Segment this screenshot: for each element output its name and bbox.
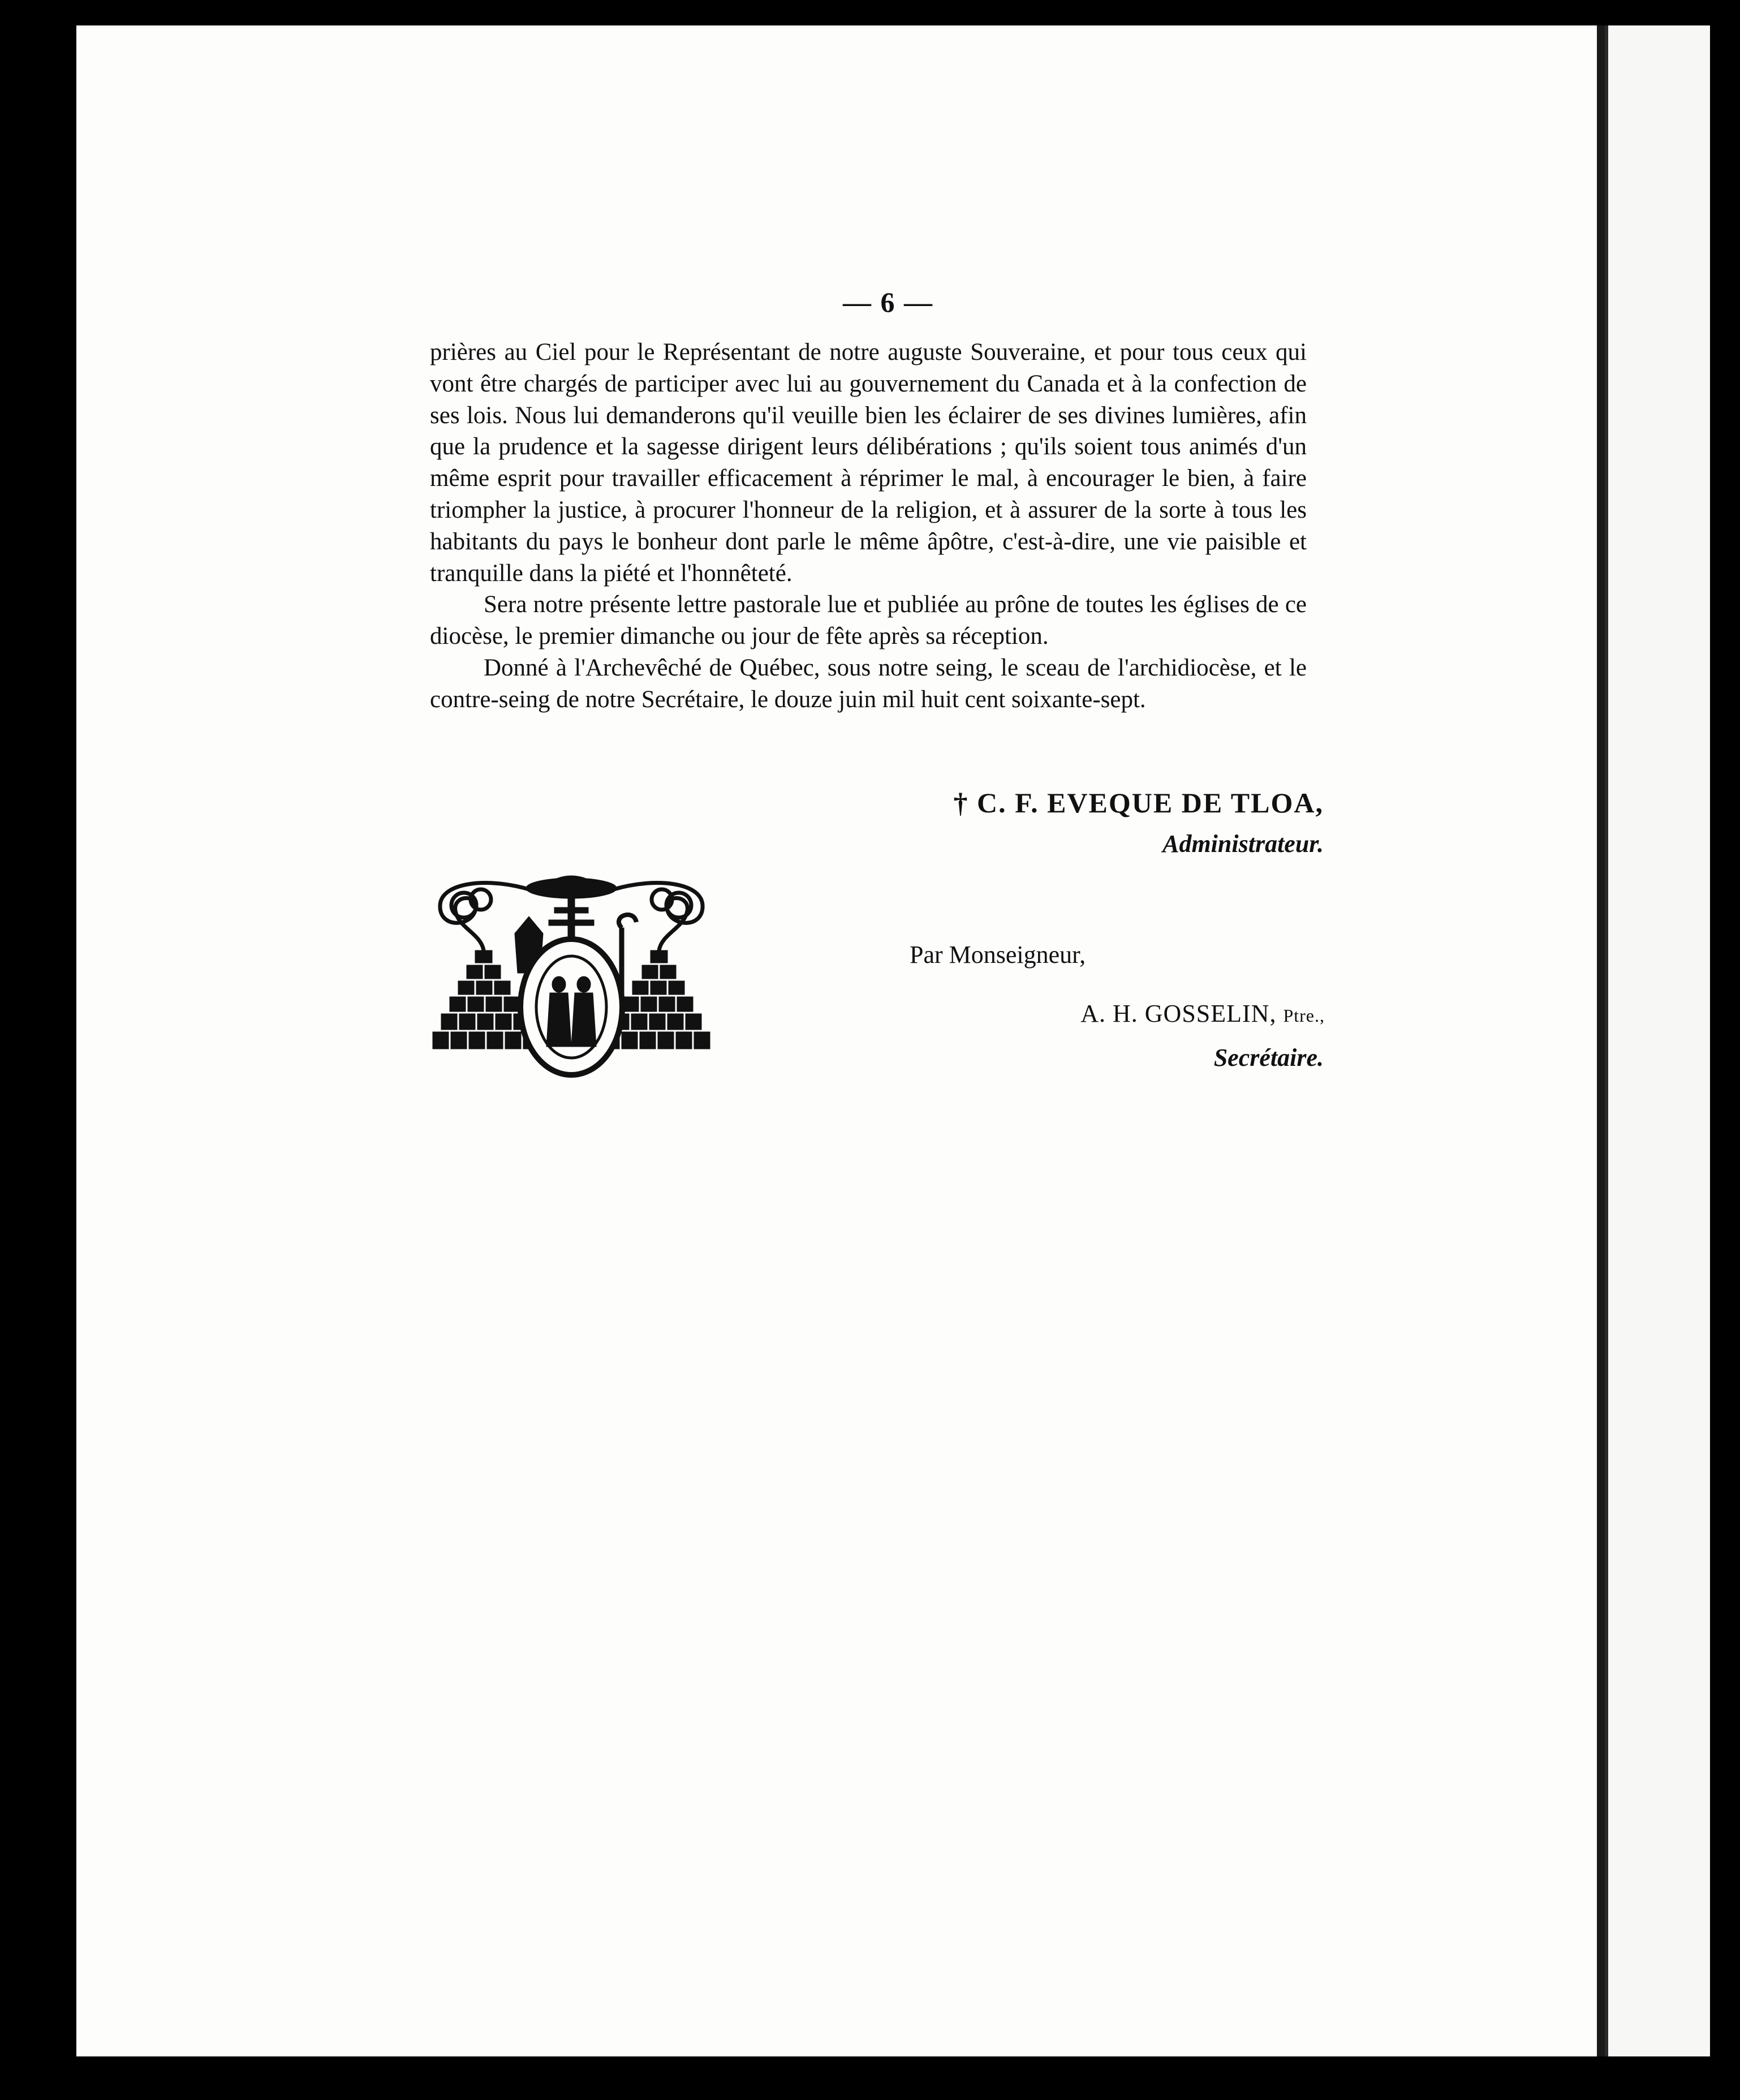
body-text bbox=[430, 337, 1307, 716]
archiepiscopal-coat-of-arms-icon bbox=[430, 866, 713, 1081]
paragraph-publication: Sera notre présente lettre pastorale lue et publiée au prône de toutes les églises de ce diocèse, le premier dimanche ou jour de fête après sa réception. bbox=[430, 591, 1307, 650]
secretary-name bbox=[860, 999, 1325, 1028]
paragraph-given-at: Donné à l'Archevêché de Québec, sous notre seing, le sceau de l'archidiocèse, et le contre-seing de notre Secrétaire, le douze juin mil huit cent soixante-sept. bbox=[430, 654, 1307, 713]
secretary-name-text: A. H. GOSSELIN, bbox=[1080, 1000, 1277, 1027]
adjacent-page-edge bbox=[1605, 25, 1710, 2056]
signatory-name: † C. F. EVEQUE DE TLOA, bbox=[953, 787, 1324, 819]
page-number: — 6 — bbox=[843, 286, 933, 318]
document-page bbox=[76, 25, 1597, 2056]
signatory-title: Administrateur. bbox=[1162, 830, 1324, 858]
paragraph-prayers: prières au Ciel pour le Représentant de notre auguste Souveraine, et pour tous ceux qui vont être chargés de participer avec lui au gouvernement du Canada et à la confection de ses lois. Nous lui demanderons qu'il veuille bien les éclairer de ses divines lumières, afin que la prudence et la sagesse dirigent leurs délibérations ; qu'ils soient tous animés d'un même esprit pour travailler efficacement à réprimer le mal, à encourager le bien, à faire triompher la justice, à procurer l'honneur de la religion, et à assurer de la sorte à tous les habitants du pays le bonheur dont parle le même âpôtre, c'est-à-dire, une vie paisible et tranquille dans la piété et l'honnêteté. bbox=[430, 339, 1307, 587]
secretary-title: Secrétaire. bbox=[1213, 1044, 1324, 1071]
countersignature-intro: Par Monseigneur, bbox=[910, 941, 1086, 969]
secretary-suffix: Ptre., bbox=[1283, 1005, 1325, 1026]
page-edge-shadow bbox=[1597, 25, 1605, 2056]
